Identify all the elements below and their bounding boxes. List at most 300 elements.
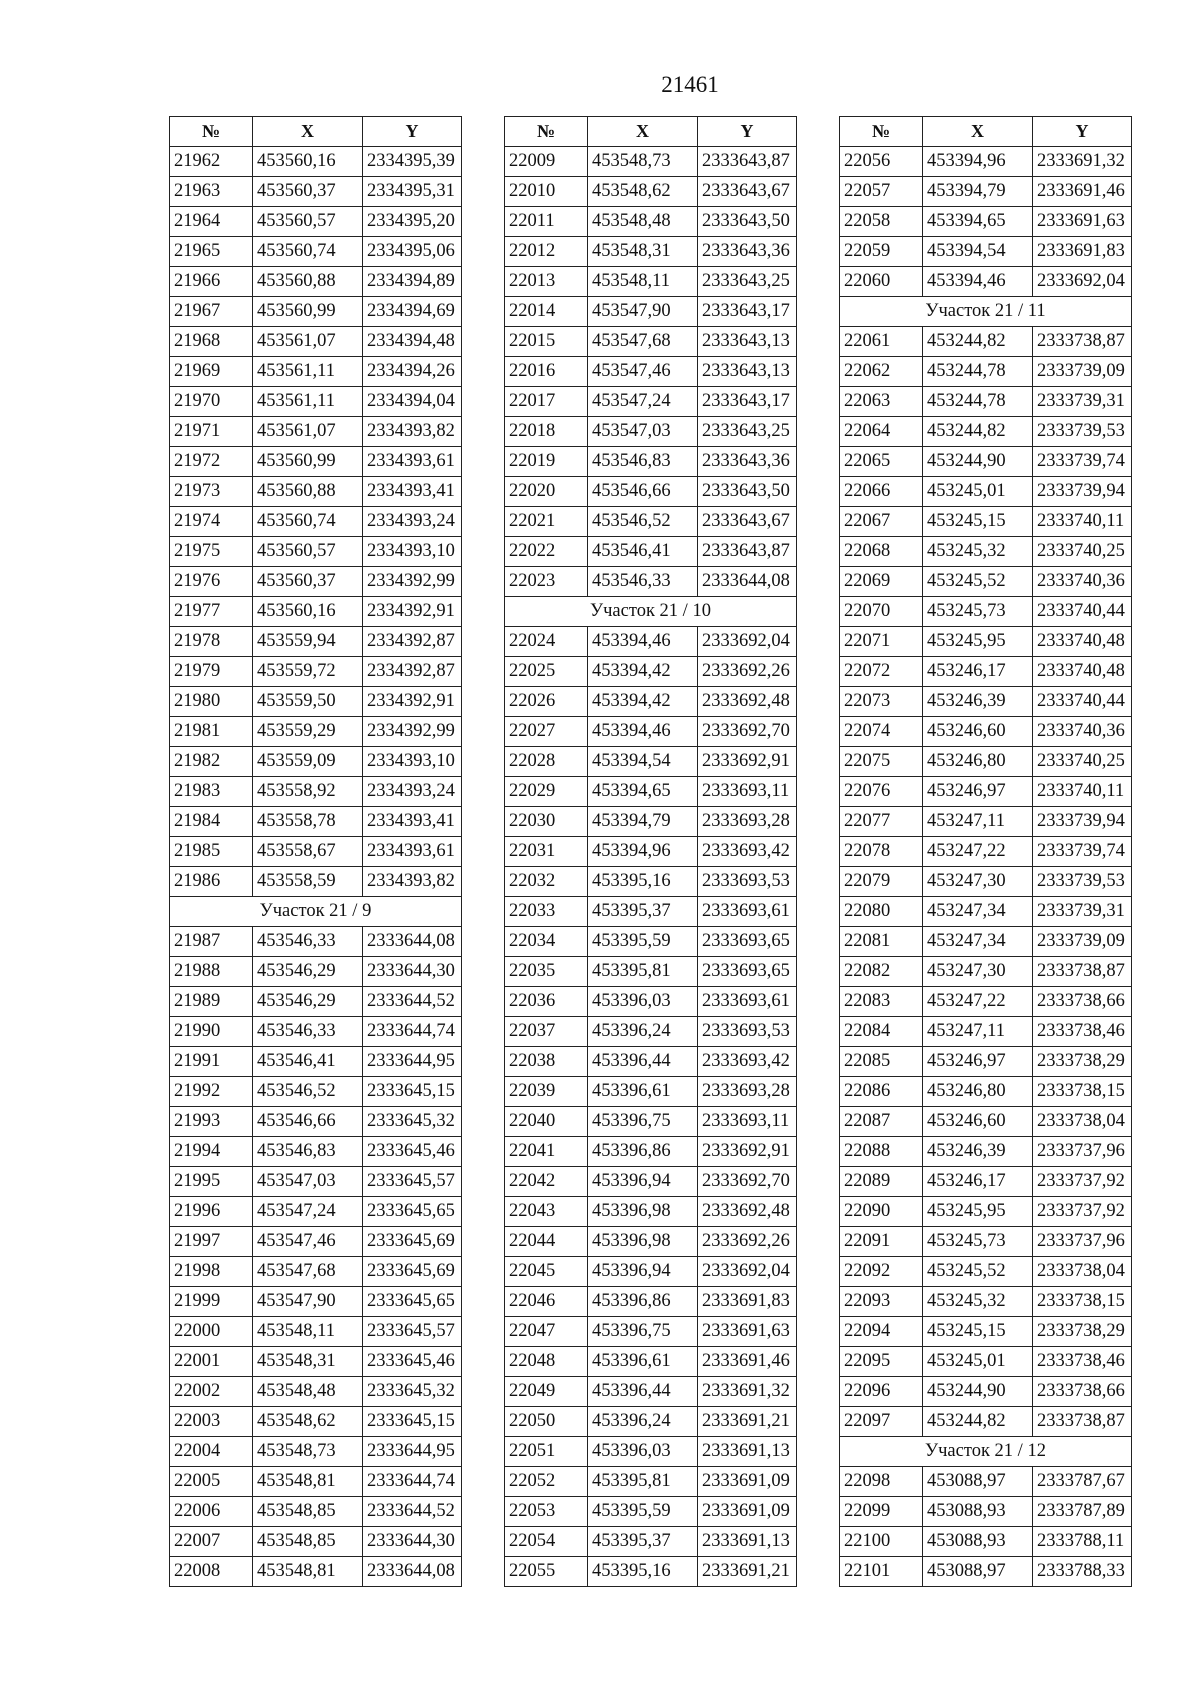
table-row [840,207,1132,237]
point-number: 22009 [505,147,588,177]
coord-y: 2333739,74 [1033,447,1132,477]
coord-y: 2333643,13 [698,327,797,357]
section-row [505,597,797,627]
coord-x: 453559,09 [253,747,363,777]
table-row [505,657,797,687]
point-number: 22027 [505,717,588,747]
coord-y: 2333644,30 [363,957,462,987]
point-number: 21994 [170,1137,253,1167]
coord-y: 2333693,65 [698,927,797,957]
coord-x: 453546,33 [253,1017,363,1047]
coord-x: 453395,16 [588,1557,698,1587]
point-number: 21999 [170,1287,253,1317]
point-number: 22057 [840,177,923,207]
table-row [170,507,462,537]
coord-x: 453246,60 [923,1107,1033,1137]
point-number: 22014 [505,297,588,327]
coord-x: 453247,11 [923,1017,1033,1047]
point-number: 22029 [505,777,588,807]
table-row [840,897,1132,927]
point-number: 22008 [170,1557,253,1587]
point-number: 21981 [170,717,253,747]
point-number: 21989 [170,987,253,1017]
table-row [170,1137,462,1167]
coord-x: 453394,42 [588,687,698,717]
table-row [170,1377,462,1407]
coord-x: 453396,94 [588,1167,698,1197]
coord-y: 2333692,26 [698,657,797,687]
coord-x: 453546,29 [253,987,363,1017]
point-number: 22058 [840,207,923,237]
table-row [840,1377,1132,1407]
table-row [170,1167,462,1197]
coord-y: 2333644,52 [363,987,462,1017]
table-row [170,1467,462,1497]
table-row [505,1527,797,1557]
point-number: 22069 [840,567,923,597]
table-row [840,1527,1132,1557]
point-number: 22015 [505,327,588,357]
table-row [840,1167,1132,1197]
coord-y: 2333691,83 [1033,237,1132,267]
point-number: 22098 [840,1467,923,1497]
coord-x: 453395,37 [588,897,698,927]
coord-y: 2333740,44 [1033,687,1132,717]
point-number: 22034 [505,927,588,957]
header-y: Y [698,117,797,147]
coord-x: 453245,01 [923,477,1033,507]
coord-y: 2334395,20 [363,207,462,237]
point-number: 22018 [505,417,588,447]
header-x: X [253,117,363,147]
point-number: 22077 [840,807,923,837]
coord-x: 453394,65 [588,777,698,807]
coord-x: 453247,34 [923,897,1033,927]
table-row [505,567,797,597]
table-row [840,387,1132,417]
coord-y: 2334394,26 [363,357,462,387]
header-row [505,117,797,147]
coord-x: 453547,90 [588,297,698,327]
coord-x: 453247,30 [923,957,1033,987]
table-row [170,147,462,177]
coord-y: 2334393,24 [363,777,462,807]
coord-x: 453394,46 [588,627,698,657]
coord-x: 453547,24 [588,387,698,417]
table-row [170,1227,462,1257]
coord-x: 453396,24 [588,1017,698,1047]
coord-y: 2333737,92 [1033,1167,1132,1197]
table-row [170,837,462,867]
point-number: 22063 [840,387,923,417]
coord-y: 2333645,57 [363,1317,462,1347]
coord-x: 453396,94 [588,1257,698,1287]
table-row [170,627,462,657]
coord-x: 453246,97 [923,777,1033,807]
coord-y: 2333739,09 [1033,357,1132,387]
coord-y: 2333691,63 [1033,207,1132,237]
table-row [840,597,1132,627]
point-number: 22037 [505,1017,588,1047]
table-row [505,867,797,897]
coord-x: 453247,34 [923,927,1033,957]
coord-y: 2333692,91 [698,747,797,777]
coordinate-tables [169,116,1149,1588]
coord-x: 453546,52 [253,1077,363,1107]
point-number: 22068 [840,537,923,567]
table-row [840,327,1132,357]
coord-y: 2334392,91 [363,597,462,627]
coord-y: 2333645,15 [363,1407,462,1437]
coord-x: 453245,73 [923,597,1033,627]
point-number: 22043 [505,1197,588,1227]
table-row [840,657,1132,687]
coord-y: 2333738,15 [1033,1287,1132,1317]
coord-y: 2333644,30 [363,1527,462,1557]
coord-x: 453245,52 [923,1257,1033,1287]
table-row [505,1437,797,1467]
point-number: 22080 [840,897,923,927]
point-number: 22026 [505,687,588,717]
coord-x: 453561,11 [253,387,363,417]
coord-y: 2333739,09 [1033,927,1132,957]
table-row [840,627,1132,657]
coord-y: 2333740,48 [1033,627,1132,657]
coord-y: 2333643,25 [698,417,797,447]
coord-x: 453548,73 [253,1437,363,1467]
coord-x: 453560,99 [253,297,363,327]
table-row [170,747,462,777]
table-row [505,537,797,567]
table-row [505,1407,797,1437]
coord-x: 453396,61 [588,1347,698,1377]
coord-x: 453394,46 [588,717,698,747]
point-number: 21991 [170,1047,253,1077]
coord-x: 453560,16 [253,597,363,627]
coord-y: 2333645,69 [363,1227,462,1257]
coord-y: 2334393,41 [363,477,462,507]
table-row [170,1557,462,1587]
coord-y: 2333645,46 [363,1347,462,1377]
table-row [840,1257,1132,1287]
coord-x: 453246,17 [923,657,1033,687]
coord-y: 2333788,33 [1033,1557,1132,1587]
table-row [170,267,462,297]
coord-y: 2333645,57 [363,1167,462,1197]
coord-y: 2333693,53 [698,867,797,897]
coord-y: 2333643,87 [698,537,797,567]
coord-x: 453246,39 [923,687,1033,717]
coord-x: 453244,82 [923,327,1033,357]
coord-y: 2334395,06 [363,237,462,267]
coord-y: 2333643,17 [698,297,797,327]
point-number: 22010 [505,177,588,207]
point-number: 22056 [840,147,923,177]
table-row [505,1347,797,1377]
point-number: 22044 [505,1227,588,1257]
coord-x: 453394,65 [923,207,1033,237]
table-row [170,387,462,417]
coord-y: 2333740,11 [1033,777,1132,807]
table-row [505,1377,797,1407]
table-row [840,447,1132,477]
table-row [170,1437,462,1467]
coord-y: 2333643,50 [698,477,797,507]
coord-y: 2334395,31 [363,177,462,207]
coord-x: 453546,33 [253,927,363,957]
point-number: 22031 [505,837,588,867]
table-row [505,957,797,987]
coord-y: 2333738,87 [1033,1407,1132,1437]
coord-y: 2333693,28 [698,1077,797,1107]
coord-x: 453245,01 [923,1347,1033,1377]
coord-y: 2334392,99 [363,717,462,747]
coord-x: 453548,48 [588,207,698,237]
coord-x: 453394,54 [923,237,1033,267]
coord-x: 453395,81 [588,957,698,987]
table-row [170,207,462,237]
point-number: 22033 [505,897,588,927]
coord-x: 453559,50 [253,687,363,717]
coord-y: 2333644,95 [363,1437,462,1467]
table-row [840,147,1132,177]
coord-y: 2333692,48 [698,687,797,717]
coord-y: 2333691,83 [698,1287,797,1317]
point-number: 21979 [170,657,253,687]
coord-x: 453560,37 [253,567,363,597]
point-number: 21996 [170,1197,253,1227]
coord-x: 453546,52 [588,507,698,537]
point-number: 22030 [505,807,588,837]
coord-x: 453548,73 [588,147,698,177]
coord-y: 2333739,31 [1033,387,1132,417]
coord-y: 2334393,41 [363,807,462,837]
coord-x: 453559,94 [253,627,363,657]
table-row [505,507,797,537]
table-row [840,567,1132,597]
coord-y: 2333644,08 [363,1557,462,1587]
table-row [840,927,1132,957]
table-row [840,1467,1132,1497]
coord-x: 453546,41 [253,1047,363,1077]
point-number: 22101 [840,1557,923,1587]
coord-y: 2333645,69 [363,1257,462,1287]
table-row [505,237,797,267]
point-number: 22096 [840,1377,923,1407]
coord-y: 2333787,89 [1033,1497,1132,1527]
coord-y: 2334393,82 [363,417,462,447]
coord-y: 2333693,42 [698,837,797,867]
point-number: 22084 [840,1017,923,1047]
coord-y: 2333740,48 [1033,657,1132,687]
table-row [505,1317,797,1347]
point-number: 22055 [505,1557,588,1587]
coord-y: 2333692,91 [698,1137,797,1167]
table-row [505,1017,797,1047]
point-number: 22046 [505,1287,588,1317]
point-number: 22076 [840,777,923,807]
table-row [170,957,462,987]
point-number: 22022 [505,537,588,567]
point-number: 22092 [840,1257,923,1287]
point-number: 22097 [840,1407,923,1437]
point-number: 22091 [840,1227,923,1257]
table-row [840,1077,1132,1107]
coord-y: 2333693,28 [698,807,797,837]
point-number: 22006 [170,1497,253,1527]
point-number: 21980 [170,687,253,717]
coord-x: 453245,52 [923,567,1033,597]
point-number: 22036 [505,987,588,1017]
coord-y: 2333691,09 [698,1467,797,1497]
coord-y: 2334393,24 [363,507,462,537]
coord-y: 2333643,50 [698,207,797,237]
point-number: 22049 [505,1377,588,1407]
point-number: 22045 [505,1257,588,1287]
point-number: 22016 [505,357,588,387]
point-number: 22052 [505,1467,588,1497]
table-row [170,1077,462,1107]
point-number: 22051 [505,1437,588,1467]
point-number: 22017 [505,387,588,417]
point-number: 21982 [170,747,253,777]
coord-y: 2333738,04 [1033,1257,1132,1287]
coord-x: 453247,30 [923,867,1033,897]
table-row [505,417,797,447]
table-row [170,567,462,597]
table-row [170,447,462,477]
coord-x: 453546,83 [253,1137,363,1167]
coord-x: 453559,29 [253,717,363,747]
point-number: 21972 [170,447,253,477]
coord-x: 453244,90 [923,1377,1033,1407]
table-row [170,1527,462,1557]
coord-x: 453396,24 [588,1407,698,1437]
coord-x: 453395,16 [588,867,698,897]
coord-y: 2333737,96 [1033,1137,1132,1167]
coord-x: 453395,81 [588,1467,698,1497]
table-row [505,447,797,477]
point-number: 22090 [840,1197,923,1227]
coord-y: 2333691,32 [698,1377,797,1407]
table-row [170,987,462,1017]
table-row [505,987,797,1017]
table-row [170,717,462,747]
table-row [505,1047,797,1077]
coord-x: 453396,98 [588,1197,698,1227]
header-row [170,117,462,147]
point-number: 22007 [170,1527,253,1557]
coord-x: 453246,39 [923,1137,1033,1167]
table-row [840,1197,1132,1227]
coord-x: 453558,92 [253,777,363,807]
point-number: 21995 [170,1167,253,1197]
coord-x: 453547,24 [253,1197,363,1227]
point-number: 22012 [505,237,588,267]
table-row [840,177,1132,207]
coord-y: 2333738,04 [1033,1107,1132,1137]
section-row [170,897,462,927]
header-number: № [840,117,923,147]
coord-y: 2333738,87 [1033,327,1132,357]
table-row [505,1257,797,1287]
coord-y: 2333691,21 [698,1557,797,1587]
coord-y: 2333691,21 [698,1407,797,1437]
point-number: 22070 [840,597,923,627]
point-number: 22023 [505,567,588,597]
table-row [505,1107,797,1137]
table-row [840,807,1132,837]
table-row [840,777,1132,807]
coord-y: 2334392,87 [363,627,462,657]
point-number: 22072 [840,657,923,687]
coord-y: 2333740,44 [1033,597,1132,627]
table-row [840,537,1132,567]
table-row [170,1497,462,1527]
point-number: 22060 [840,267,923,297]
table-row [840,417,1132,447]
coord-y: 2333643,67 [698,507,797,537]
table-row [840,957,1132,987]
section-row [840,1437,1132,1467]
point-number: 22083 [840,987,923,1017]
coord-y: 2333739,94 [1033,807,1132,837]
coord-x: 453546,83 [588,447,698,477]
table-row [840,1497,1132,1527]
table-row [505,717,797,747]
table-row [505,147,797,177]
coord-x: 453394,46 [923,267,1033,297]
point-number: 21988 [170,957,253,987]
table-row [170,867,462,897]
table-row [840,1017,1132,1047]
table-row [505,1467,797,1497]
coord-y: 2333643,36 [698,447,797,477]
table-row [505,807,797,837]
coord-x: 453396,86 [588,1287,698,1317]
table-row [505,1557,797,1587]
point-number: 21966 [170,267,253,297]
table-row [170,1287,462,1317]
page-number: 21461 [661,72,719,97]
table-row [840,237,1132,267]
coord-x: 453245,73 [923,1227,1033,1257]
coord-y: 2333693,11 [698,777,797,807]
coord-y: 2333739,94 [1033,477,1132,507]
coord-y: 2333643,17 [698,387,797,417]
coord-y: 2333644,52 [363,1497,462,1527]
table-row [505,687,797,717]
point-number: 22024 [505,627,588,657]
coord-y: 2333643,36 [698,237,797,267]
coord-y: 2333645,65 [363,1287,462,1317]
point-number: 21973 [170,477,253,507]
point-number: 22048 [505,1347,588,1377]
header-x: X [923,117,1033,147]
coord-y: 2334394,04 [363,387,462,417]
coord-x: 453546,66 [588,477,698,507]
coord-y: 2333692,04 [698,1257,797,1287]
point-number: 22032 [505,867,588,897]
coord-y: 2333643,67 [698,177,797,207]
coord-y: 2333645,32 [363,1377,462,1407]
section-title: Участок 21 / 9 [170,897,462,927]
coord-x: 453245,32 [923,1287,1033,1317]
coord-x: 453560,88 [253,477,363,507]
coord-x: 453558,78 [253,807,363,837]
coord-x: 453547,46 [588,357,698,387]
coord-x: 453558,67 [253,837,363,867]
